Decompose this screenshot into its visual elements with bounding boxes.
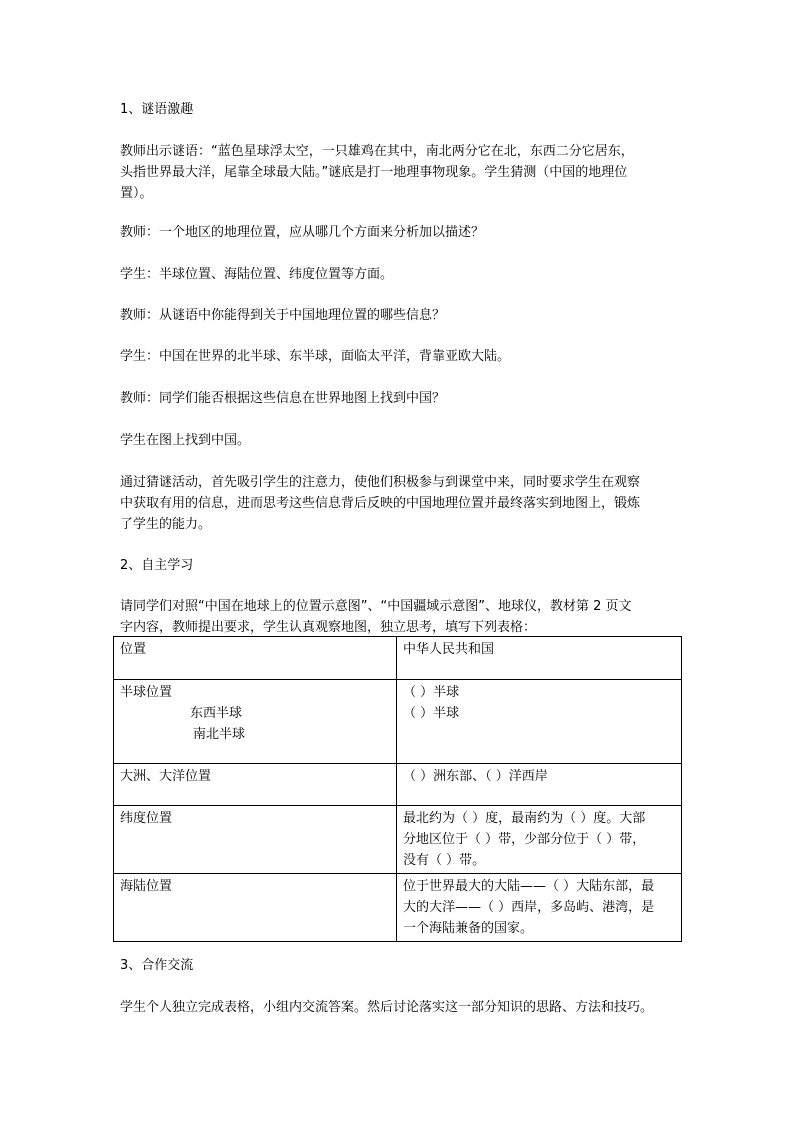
text-line: 教师出示谜语：“蓝色星球浮太空，一只雄鸡在其中，南北两分它在北，东西二分它居东， — [120, 144, 634, 159]
teacher-question-2: 教师：从谜语中你能得到关于中国地理位置的哪些信息？ — [120, 308, 446, 323]
table-header-row — [114, 637, 682, 680]
table-cell — [114, 680, 397, 764]
location-table — [113, 636, 682, 942]
fill-blank: 没有（ ）带。 — [403, 853, 486, 868]
fill-blank: 一个海陆兼备的国家。 — [403, 921, 534, 936]
table-cell: 中华人民共和国 — [397, 637, 682, 680]
text-line: 头指世界最大洋，尾靠全球最大陆。”谜底是打一地理事物现象。学生猜测（中国的地理位 — [120, 165, 628, 180]
table-row — [114, 806, 682, 874]
table-row — [114, 680, 682, 764]
teacher-question-1: 教师：一个地区的地理位置，应从哪几个方面来分析加以描述？ — [120, 225, 485, 240]
text-line: 通过猜谜活动，首先吸引学生的注意力，使他们积极参与到课堂中来，同时要求学生在观察 — [120, 475, 641, 490]
table-row — [114, 874, 682, 942]
row-label: 半球位置 — [120, 685, 173, 700]
row-sublabel: 南北半球 — [193, 727, 246, 742]
teacher-question-3: 教师：同学们能否根据这些信息在世界地图上找到中国？ — [120, 391, 446, 406]
table-cell — [397, 874, 682, 942]
fill-blank: （ ）半球 — [403, 685, 460, 700]
table-cell: 大洲、大洋位置 — [114, 764, 397, 806]
text-line: 请同学们对照“中国在地球上的位置示意图”、“中国疆域示意图”、地球仪，教材第 2 页文 — [120, 599, 632, 614]
text-line: 中获取有用的信息，进而思考这些信息背后反映的中国地理位置并最终落实到地图上，锻炼 — [120, 496, 641, 511]
instruction-paragraph — [120, 596, 680, 638]
cooperation-paragraph: 学生个人独立完成表格，小组内交流答案。然后讨论落实这一部分知识的思路、方法和技巧。 — [120, 1000, 654, 1015]
table-cell: 海陆位置 — [114, 874, 397, 942]
text-line: 了学生的能力。 — [120, 517, 212, 532]
table-cell — [397, 806, 682, 874]
fill-blank: （ ）半球 — [403, 706, 460, 721]
riddle-paragraph — [120, 141, 680, 204]
fill-blank: 大的大洋——（ ）西岸，多岛屿、港湾，是 — [403, 900, 655, 915]
section-3-heading: 3、合作交流 — [120, 958, 194, 973]
table-cell: 纬度位置 — [114, 806, 397, 874]
section-2-heading: 2、自主学习 — [120, 558, 194, 573]
student-answer-1: 学生：半球位置、海陆位置、纬度位置等方面。 — [120, 267, 394, 282]
table-row — [114, 764, 682, 806]
fill-blank: 最北约为（ ）度，最南约为（ ）度。大部 — [403, 811, 646, 826]
section-1-heading: 1、谜语激趣 — [120, 102, 194, 117]
student-action: 学生在图上找到中国。 — [120, 433, 251, 448]
table-cell: 位置 — [114, 637, 397, 680]
fill-blank: 位于世界最大的大陆——（ ）大陆东部，最 — [403, 879, 655, 894]
text-line: 字内容，教师提出要求，学生认真观察地图，独立思考，填写下列表格： — [120, 620, 537, 635]
table-cell: （ ）洲东部、（ ）洋西岸 — [397, 764, 682, 806]
text-line: 置）。 — [120, 186, 153, 201]
student-answer-2: 学生：中国在世界的北半球、东半球，面临太平洋，背靠亚欧大陆。 — [120, 349, 511, 364]
table-cell — [397, 680, 682, 764]
fill-blank: 分地区位于（ ）带，少部分位于（ ）带， — [403, 832, 646, 847]
summary-paragraph — [120, 472, 680, 535]
row-sublabel: 东西半球 — [190, 706, 243, 721]
